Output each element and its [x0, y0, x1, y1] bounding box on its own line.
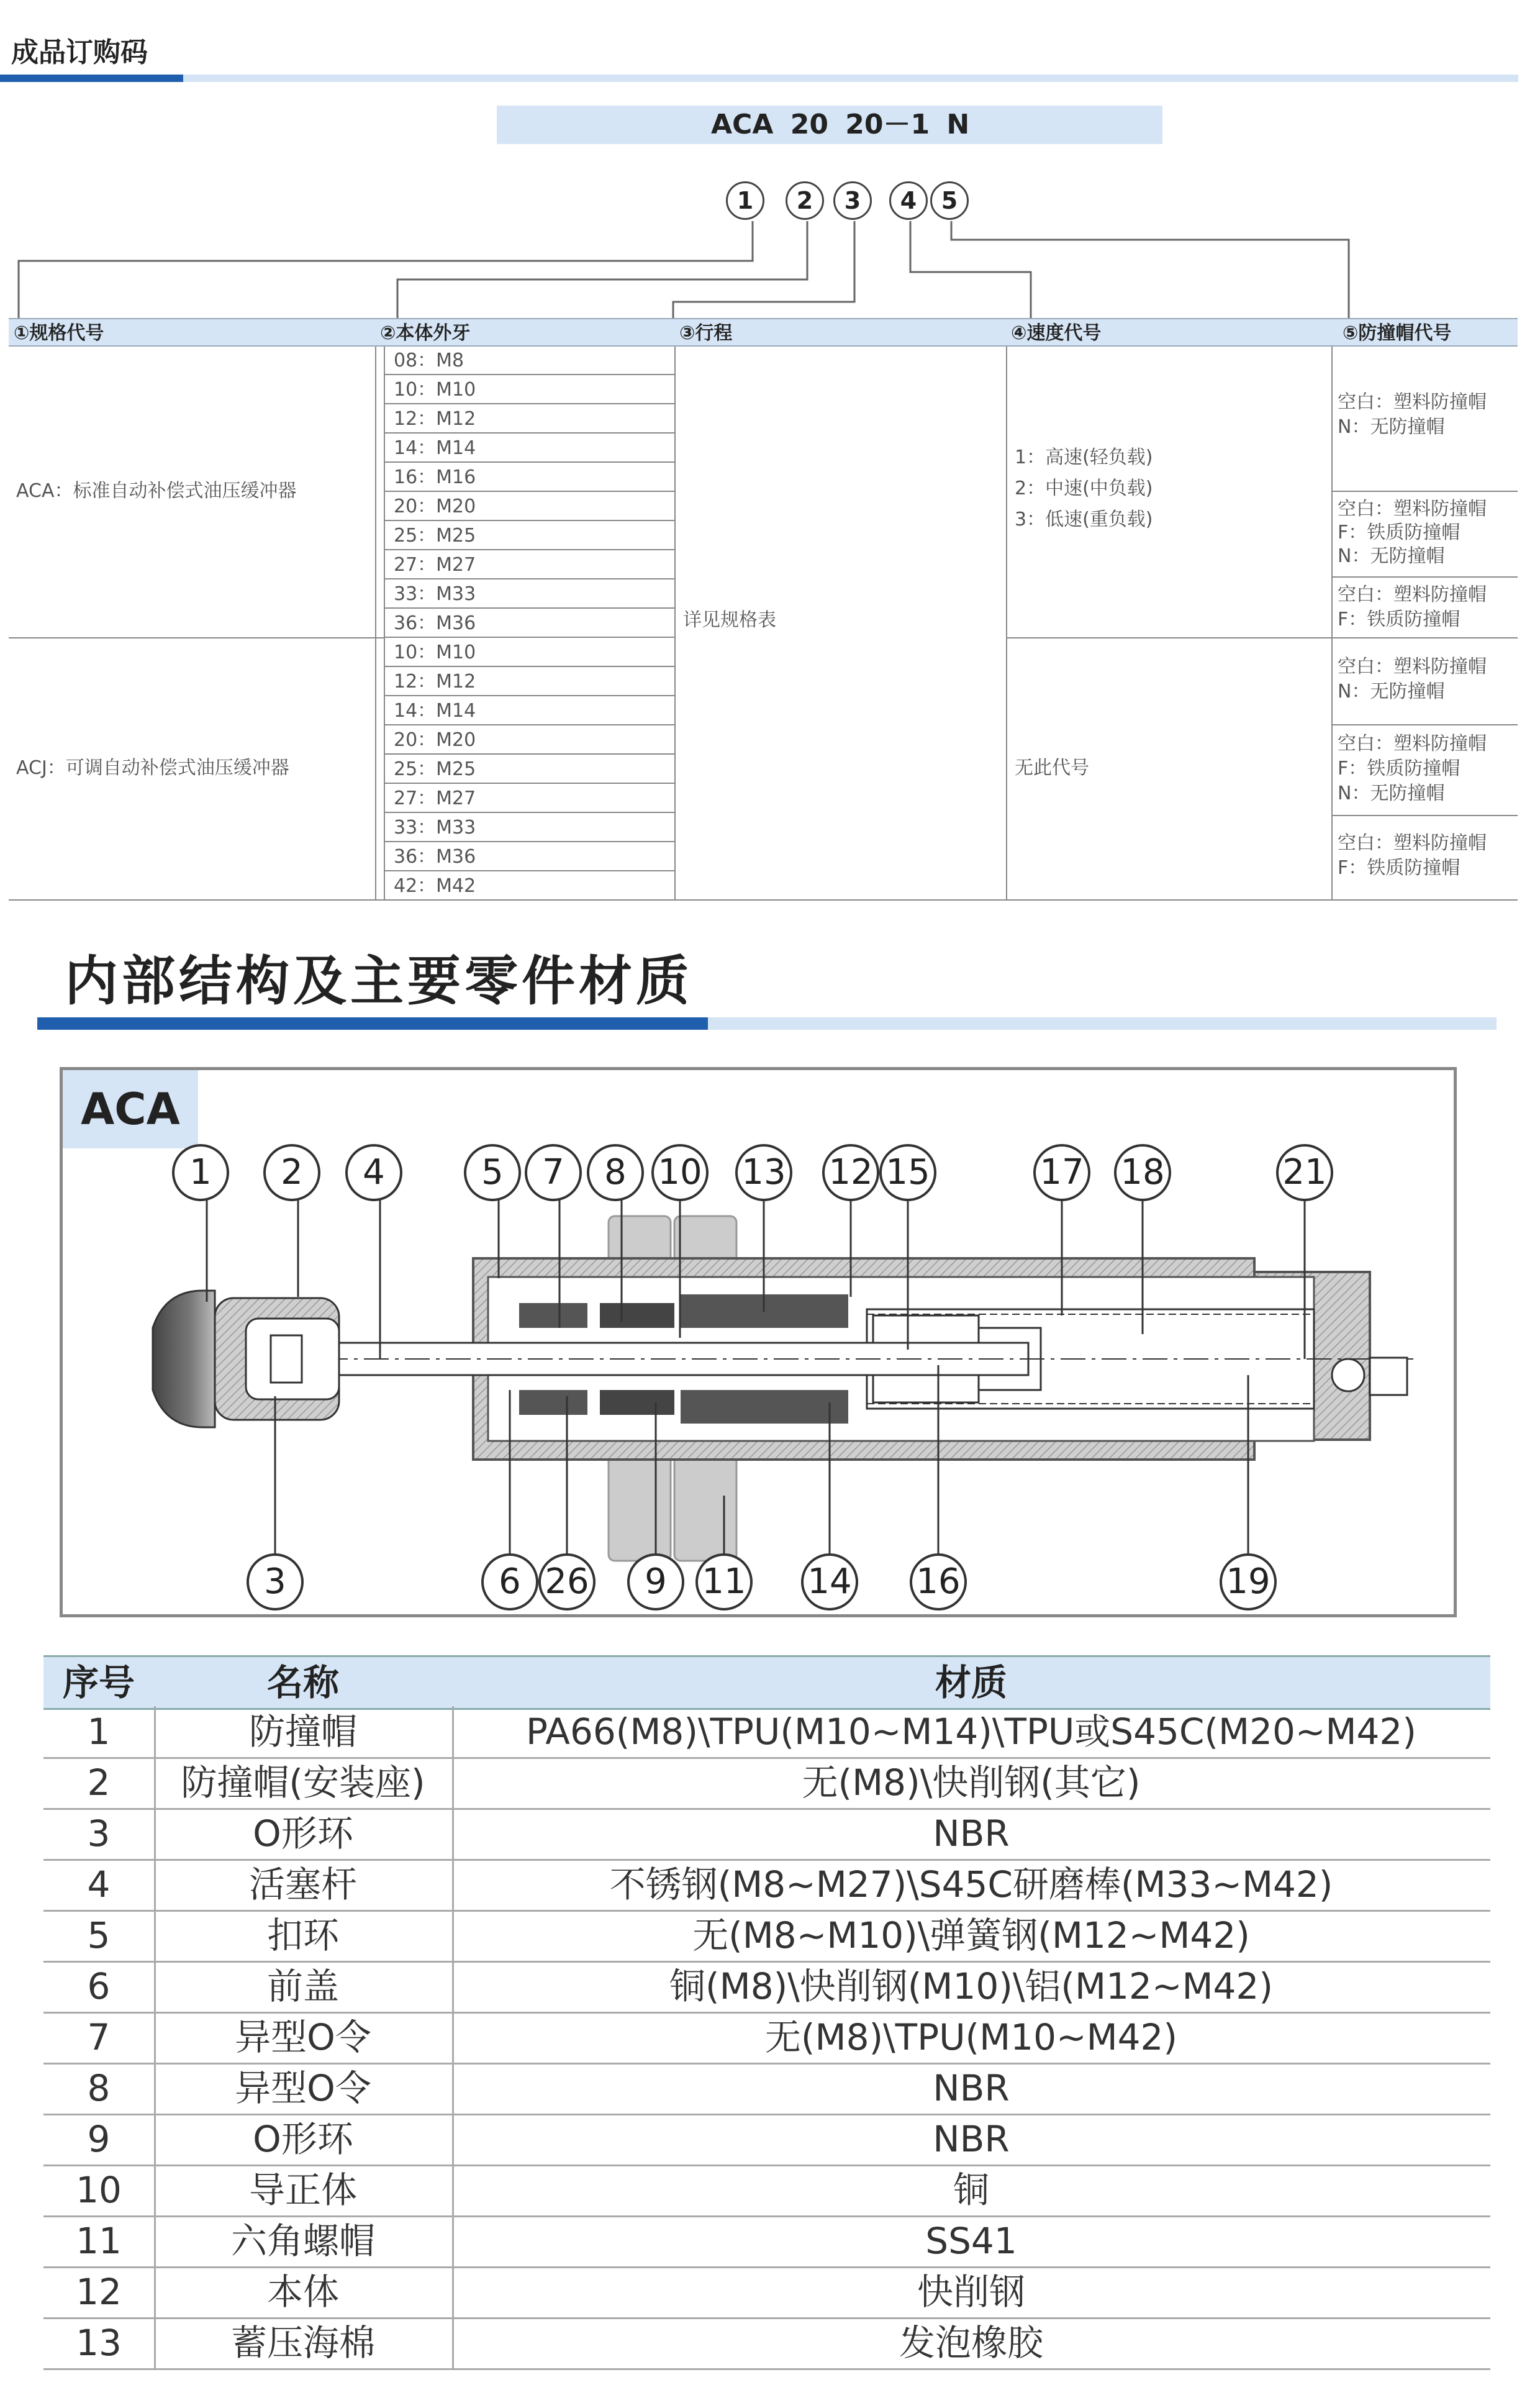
group-divider: [1006, 637, 1518, 638]
order-code-table: [9, 318, 1518, 901]
col-divider: [375, 347, 376, 901]
table-row: [43, 1808, 1490, 1861]
callout-19: 19: [1220, 1553, 1277, 1610]
col-divider: [1331, 347, 1333, 901]
header-stroke: ③行程: [674, 318, 1006, 347]
table-row: [43, 2114, 1490, 2166]
code-connector-lines: [0, 180, 1540, 323]
part-index: 1: [43, 1706, 156, 1757]
callout-15: 15: [879, 1144, 936, 1201]
cap-option: N：无防撞帽: [1338, 681, 1445, 702]
size-item: 42：M42: [394, 875, 476, 897]
part-index: 10: [43, 2165, 156, 2215]
part-name: 本体: [154, 2266, 454, 2317]
callout-16: 16: [910, 1553, 967, 1610]
order-code-title: 成品订购码: [11, 37, 148, 68]
part-material: 无(M8)\快削钢(其它): [802, 1761, 1141, 1804]
callout-11: 11: [695, 1553, 753, 1610]
part-name: 扣环: [154, 1910, 454, 1961]
cap-option: N：无防撞帽: [1338, 783, 1445, 804]
structure-title: 内部结构及主要零件材质: [65, 950, 693, 1012]
cap-option: F：铁质防撞帽: [1338, 857, 1461, 879]
title-underline: [708, 1017, 1497, 1030]
cap-option: 空白：塑料防撞帽: [1338, 832, 1487, 854]
callout-17: 17: [1033, 1144, 1090, 1201]
part-index: 13: [43, 2317, 156, 2368]
callout-9: 9: [627, 1553, 684, 1610]
table-row: [43, 2215, 1490, 2268]
table-row: [43, 1910, 1490, 1963]
size-item: 33：M33: [384, 814, 674, 842]
part-material: 不锈钢(M8~M27)\S45C研磨棒(M33~M42): [609, 1863, 1333, 1906]
part-index: 7: [43, 2012, 156, 2063]
table-row: [43, 2165, 1490, 2217]
part-name: O形环: [154, 2114, 454, 2165]
cap-option: N：无防撞帽: [1338, 545, 1445, 567]
part-name: 前盖: [154, 1961, 454, 2012]
speed-mid: 2：中速(中负载): [1015, 478, 1153, 499]
part-name: 异型O令: [154, 2063, 454, 2114]
speed-low: 3：低速(重负载): [1015, 509, 1153, 530]
callout-5: 5: [464, 1144, 521, 1201]
cap-option: N：无防撞帽: [1338, 416, 1445, 438]
callout-13: 13: [735, 1144, 792, 1201]
cap-divider: [1331, 815, 1518, 816]
callout-21: 21: [1276, 1144, 1333, 1201]
table-row: [43, 1757, 1490, 1810]
table-row: [43, 2266, 1490, 2319]
callout-18: 18: [1114, 1144, 1171, 1201]
callout-14: 14: [801, 1553, 858, 1610]
spec-acj: ACJ：可调自动补偿式油压缓冲器: [16, 757, 289, 779]
part-material: 无(M8~M10)\弹簧钢(M12~M42): [692, 1914, 1250, 1956]
cap-divider: [1331, 576, 1518, 578]
cap-divider: [1331, 724, 1518, 725]
part-index: 8: [43, 2063, 156, 2114]
code-number-5: 5: [930, 181, 969, 220]
callout-6: 6: [481, 1553, 538, 1610]
part-material: 铜: [953, 2169, 989, 2211]
header-speed: ④速度代号: [1006, 318, 1338, 347]
callout-12: 12: [822, 1144, 879, 1201]
part-material: NBR: [933, 2067, 1010, 2109]
callout-10: 10: [651, 1144, 709, 1201]
part-material: NBR: [933, 1812, 1010, 1855]
callout-7: 7: [525, 1144, 582, 1201]
cap-option: 空白：塑料防撞帽: [1338, 498, 1487, 520]
table-row: [43, 2012, 1490, 2065]
table-row: [43, 1706, 1490, 1759]
header-spec: ①规格代号: [9, 318, 375, 347]
callout-8: 8: [587, 1144, 644, 1201]
title-underline-accent: [0, 75, 183, 82]
header-name: 名称: [154, 1655, 454, 1710]
speed-none: 无此代号: [1015, 757, 1089, 779]
size-item: 10：M10: [384, 376, 674, 404]
callout-3: 3: [247, 1553, 304, 1610]
cap-option: 空白：塑料防撞帽: [1338, 733, 1487, 755]
callout-2: 2: [263, 1144, 320, 1201]
part-name: 防撞帽: [154, 1706, 454, 1757]
code-number-2: 2: [786, 181, 824, 220]
size-item: 14：M14: [384, 697, 674, 725]
size-item: 10：M10: [384, 638, 674, 667]
code-number-4: 4: [889, 181, 928, 220]
size-item: 36：M36: [384, 609, 674, 638]
part-material: 铜(M8)\快削钢(M10)\铝(M12~M42): [669, 1965, 1273, 2007]
size-item: 20：M20: [384, 493, 674, 521]
part-material: 快削钢: [917, 2271, 1025, 2313]
part-index: 6: [43, 1961, 156, 2012]
part-name: 导正体: [154, 2165, 454, 2215]
size-item: 25：M25: [384, 755, 674, 784]
part-name: 蓄压海棉: [154, 2317, 454, 2368]
size-item: 36：M36: [384, 843, 674, 871]
part-material: PA66(M8)\TPU(M10~M14)\TPU或S45C(M20~M42): [526, 1710, 1416, 1753]
header-thread: ②本体外牙: [375, 318, 674, 347]
part-material: 无(M8)\TPU(M10~M42): [764, 2016, 1178, 2058]
table-bottom-rule: [9, 899, 1518, 901]
code-number-1: 1: [726, 181, 764, 220]
diagram-label: ACA: [63, 1070, 198, 1148]
group-divider: [9, 637, 384, 638]
part-index: 12: [43, 2266, 156, 2317]
stroke-note: 详见规格表: [683, 609, 776, 631]
size-item: 27：M27: [384, 551, 674, 579]
part-name: 活塞杆: [154, 1859, 454, 1910]
size-item: 25：M25: [384, 522, 674, 550]
cap-option: 空白：塑料防撞帽: [1338, 656, 1487, 678]
header-material: 材质: [452, 1655, 1490, 1710]
table-row: [43, 2317, 1490, 2370]
callout-26: 26: [538, 1553, 596, 1610]
callout-1: 1: [172, 1144, 229, 1201]
title-underline: [183, 75, 1518, 82]
header-cap: ⑤防撞帽代号: [1338, 318, 1518, 347]
size-item: 27：M27: [384, 784, 674, 813]
table-row: [43, 1961, 1490, 2014]
part-index: 9: [43, 2114, 156, 2165]
part-index: 3: [43, 1808, 156, 1859]
col-divider: [1006, 347, 1007, 901]
part-index: 5: [43, 1910, 156, 1961]
title-underline-accent: [37, 1017, 708, 1030]
size-item: 14：M14: [384, 434, 674, 463]
cap-option: F：铁质防撞帽: [1338, 522, 1461, 543]
size-item: 33：M33: [384, 580, 674, 609]
table-row: [43, 2063, 1490, 2115]
code-number-3: 3: [833, 181, 872, 220]
part-material: 发泡橡胶: [899, 2322, 1043, 2364]
part-name: O形环: [154, 1808, 454, 1859]
cap-divider: [1331, 491, 1518, 492]
cap-option: 空白：塑料防撞帽: [1338, 391, 1487, 413]
size-item: 16：M16: [384, 463, 674, 492]
part-name: 异型O令: [154, 2012, 454, 2063]
speed-high: 1：高速(轻负载): [1015, 447, 1153, 468]
table-row: [43, 1859, 1490, 1912]
part-name: 六角螺帽: [154, 2215, 454, 2266]
cap-option: F：铁质防撞帽: [1338, 758, 1461, 779]
part-material: SS41: [925, 2220, 1017, 2262]
col-divider: [674, 347, 676, 901]
part-material: NBR: [933, 2118, 1010, 2160]
cap-option: F：铁质防撞帽: [1338, 609, 1461, 630]
size-item: 12：M12: [384, 405, 674, 434]
callout-4: 4: [345, 1144, 402, 1201]
spec-aca: ACA：标准自动补偿式油压缓冲器: [16, 480, 297, 502]
part-index: 2: [43, 1757, 156, 1808]
part-index: 11: [43, 2215, 156, 2266]
order-code-example: ACA 20 20－1 N: [711, 109, 970, 140]
part-index: 4: [43, 1859, 156, 1910]
size-item: 20：M20: [384, 726, 674, 755]
part-name: 防撞帽(安装座): [154, 1757, 454, 1808]
cap-option: 空白：塑料防撞帽: [1338, 584, 1487, 606]
size-item: 12：M12: [384, 668, 674, 696]
size-item: 08：M8: [384, 347, 674, 375]
header-index: 序号: [43, 1655, 156, 1710]
